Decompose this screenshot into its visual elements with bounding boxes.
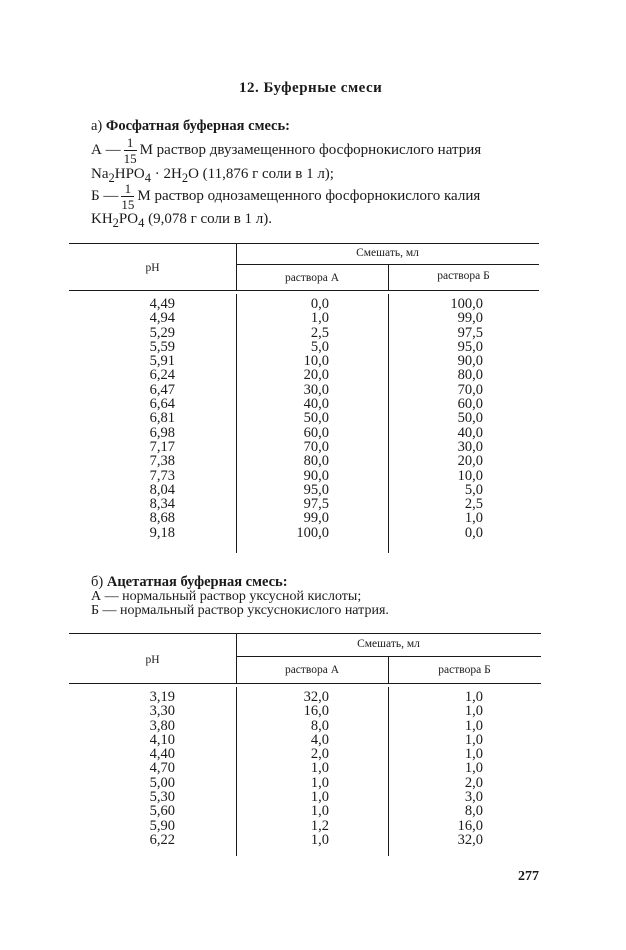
table1-a-cell: 2,5 xyxy=(310,324,329,341)
table1-ph-cell: 6,64 xyxy=(149,396,175,413)
table2-header-b: раствора Б xyxy=(438,664,491,676)
table1-a-cell: 60,0 xyxy=(303,424,329,441)
part-b-prefix: б) xyxy=(91,574,104,590)
table1-ph-cell: 6,81 xyxy=(149,410,175,427)
table2-a-cell: 4,0 xyxy=(310,731,329,748)
page-number: 277 xyxy=(518,869,539,884)
table2-ph-cell: 5,90 xyxy=(149,817,175,834)
table2-a-cell: 1,0 xyxy=(310,803,329,820)
table2-ph-cell: 5,30 xyxy=(149,789,175,806)
fraction-1-15: $\frac{1}{15}$ xyxy=(121,181,135,212)
table2-b-cell: 1,0 xyxy=(464,717,483,734)
table1-ph-cell: 7,17 xyxy=(149,438,175,455)
table2-header-ph: pH xyxy=(145,654,160,666)
table2-b-column xyxy=(458,690,483,847)
table2-a-cell: 2,0 xyxy=(310,746,329,763)
table1-ph-cell: 9,18 xyxy=(149,524,175,541)
part-a-prefix: а) xyxy=(91,118,103,134)
table2-ph-cell: 3,30 xyxy=(149,703,175,720)
table1-ph-cell: 5,59 xyxy=(149,338,175,355)
solution-a-letter: А — xyxy=(91,141,121,158)
table2-a-column xyxy=(304,690,329,847)
table1-a-cell: 80,0 xyxy=(303,453,329,470)
part-a-solution-a-line1 xyxy=(91,136,481,165)
table1-ph-cell: 4,49 xyxy=(149,296,175,312)
part-b-title: Ацетатная буферная смесь: xyxy=(106,574,288,590)
table1-group-header: Смешать, мл xyxy=(356,247,419,259)
table2-b-cell: 3,0 xyxy=(464,789,483,806)
table1-body-vline1 xyxy=(236,294,237,553)
table1-a-cell: 20,0 xyxy=(303,367,329,384)
table2-a-cell: 8,0 xyxy=(310,717,329,734)
table2-ph-cell: 4,70 xyxy=(149,760,175,777)
table1-top-rule xyxy=(69,243,539,244)
table1-a-cell: 90,0 xyxy=(303,467,329,484)
table1-a-cell: 10,0 xyxy=(303,353,329,370)
table1-b-cell: 100,0 xyxy=(450,296,483,312)
table1-b-column xyxy=(450,297,483,540)
table2-b-cell: 1,0 xyxy=(464,731,483,748)
table1-b-cell: 40,0 xyxy=(457,424,483,441)
table1-ph-cell: 5,91 xyxy=(149,353,175,370)
solution-a-description: М раствор двузамещенного фосфорнокислого натрия xyxy=(139,141,482,158)
table2-ph-cell: 3,19 xyxy=(149,689,175,705)
table2-b-cell: 1,0 xyxy=(464,689,483,705)
table1-b-cell: 50,0 xyxy=(457,410,483,427)
table1-b-cell: 95,0 xyxy=(457,338,483,355)
table1-ph-cell: 7,73 xyxy=(149,467,175,484)
part-a-title: Фосфатная буферная смесь: xyxy=(105,118,290,134)
section-title: 12. Буферные смеси xyxy=(239,80,383,96)
table1-header-b: раствора Б xyxy=(437,270,490,282)
table2-header-a: раствора А xyxy=(284,664,340,676)
table1-b-cell: 70,0 xyxy=(457,381,483,398)
table1-ph-cell: 6,98 xyxy=(149,424,175,441)
table2-a-cell: 1,0 xyxy=(310,774,329,791)
table2-body-vline1 xyxy=(236,687,237,856)
table2-b-cell: 1,0 xyxy=(464,746,483,763)
table1-a-cell: 70,0 xyxy=(303,438,329,455)
table1-b-cell: 80,0 xyxy=(457,367,483,384)
table1-header-ph: pH xyxy=(145,262,160,274)
table1-header-rule xyxy=(69,290,539,291)
table1-a-cell: 95,0 xyxy=(303,481,329,498)
table2-ph-cell: 6,22 xyxy=(149,831,175,848)
table2-ph-cell: 5,00 xyxy=(149,774,175,791)
table2-b-cell: 16,0 xyxy=(457,817,483,834)
table2-b-cell: 8,0 xyxy=(464,803,483,820)
table1-a-column xyxy=(296,297,329,540)
table2-body-vline2 xyxy=(388,687,389,856)
solution-b-letter: Б — xyxy=(91,187,119,204)
table1-b-cell: 10,0 xyxy=(457,467,483,484)
table2-a-cell: 1,0 xyxy=(310,831,329,848)
table2-ph-cell: 3,80 xyxy=(149,717,175,734)
table2-ph-cell: 4,40 xyxy=(149,746,175,763)
table2-b-cell: 1,0 xyxy=(464,703,483,720)
fraction-1-15: $\frac{1}{15}$ xyxy=(123,135,137,166)
table1-a-cell: 50,0 xyxy=(303,410,329,427)
part-b-solution-a: А — нормальный раствор уксусной кислоты; xyxy=(91,589,362,604)
table1-ph-cell: 4,94 xyxy=(149,310,175,327)
table2-ph-cell: 5,60 xyxy=(149,803,175,820)
table1-a-cell: 30,0 xyxy=(303,381,329,398)
table1-b-cell: 90,0 xyxy=(457,353,483,370)
table2-a-cell: 1,2 xyxy=(310,817,329,834)
table1-a-cell: 1,0 xyxy=(310,310,329,327)
table2-b-cell: 32,0 xyxy=(457,831,483,848)
table1-a-cell: 0,0 xyxy=(310,296,329,312)
table2-a-cell: 16,0 xyxy=(303,703,329,720)
table1-a-cell: 40,0 xyxy=(303,396,329,413)
table1-a-cell: 99,0 xyxy=(303,510,329,527)
solution-b-description: М раствор однозамещенного фосфорнокислого калия xyxy=(137,187,481,204)
table2-header-rule xyxy=(69,683,541,684)
table1-a-cell: 100,0 xyxy=(296,524,329,541)
table1-a-cell: 97,5 xyxy=(303,496,329,513)
table1-b-cell: 0,0 xyxy=(464,524,483,541)
part-b-solution-b: Б — нормальный раствор уксуснокислого натрия. xyxy=(91,603,389,618)
table1-a-cell: 5,0 xyxy=(310,338,329,355)
table2-ph-column xyxy=(150,690,175,847)
table2-a-cell: 1,0 xyxy=(310,760,329,777)
table1-body-vline2 xyxy=(388,294,389,553)
table2-group-header: Смешать, мл xyxy=(357,638,420,650)
table1-ph-cell: 8,34 xyxy=(149,496,175,513)
table1-ph-cell: 5,29 xyxy=(149,324,175,341)
table1-ph-cell: 8,04 xyxy=(149,481,175,498)
table2-ph-cell: 4,10 xyxy=(149,731,175,748)
table1-b-cell: 2,5 xyxy=(464,496,483,513)
part-a-heading xyxy=(91,118,290,135)
part-a-solution-b-line2: $KH_2PO_4$ (9,078 г соли в 1 л). xyxy=(91,211,273,230)
table2-b-cell: 2,0 xyxy=(464,774,483,791)
table2-a-cell: 1,0 xyxy=(310,789,329,806)
table1-b-cell: 97,5 xyxy=(457,324,483,341)
table1-ph-cell: 8,68 xyxy=(149,510,175,527)
part-a-solution-b-line1 xyxy=(91,182,480,211)
part-a-solution-a-line2: $Na_2HPO_4 \cdot 2H_2O$ (11,876 г соли в 1 л); xyxy=(91,166,334,185)
table1-b-cell: 99,0 xyxy=(457,310,483,327)
table2-b-cell: 1,0 xyxy=(464,760,483,777)
table1-ph-cell: 6,47 xyxy=(149,381,175,398)
table1-b-cell: 60,0 xyxy=(457,396,483,413)
table1-b-cell: 20,0 xyxy=(457,453,483,470)
table1-b-cell: 5,0 xyxy=(464,481,483,498)
table1-b-cell: 30,0 xyxy=(457,438,483,455)
table1-ph-column xyxy=(150,297,175,540)
table1-ph-cell: 7,38 xyxy=(149,453,175,470)
table2-a-cell: 32,0 xyxy=(303,689,329,705)
table1-header-a: раствора А xyxy=(284,272,340,284)
table1-ph-cell: 6,24 xyxy=(149,367,175,384)
table1-b-cell: 1,0 xyxy=(464,510,483,527)
table2-top-rule xyxy=(69,633,541,634)
